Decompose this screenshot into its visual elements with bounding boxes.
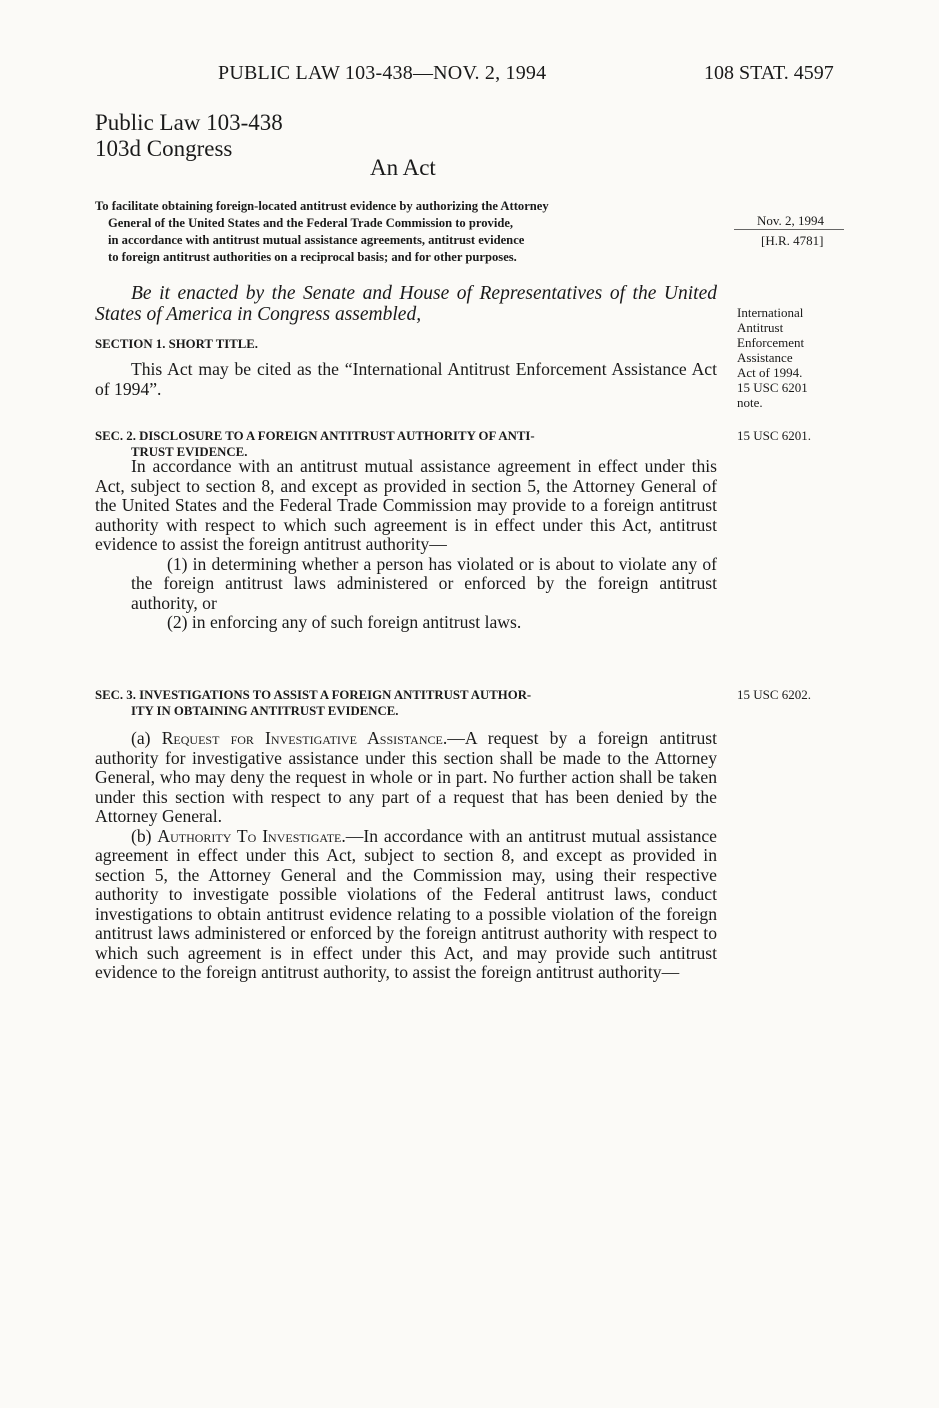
purpose-line: in accordance with antitrust mutual assistance agreements, antitrust evidence xyxy=(108,233,525,247)
act-label: An Act xyxy=(370,155,436,180)
margin-short-title-note xyxy=(737,305,808,410)
section-2-item-1: (1) in determining whether a person has violated or is about to violate any of the foreign antitrust laws administered or enforced by the foreign antitrust authority, or xyxy=(131,553,717,613)
margin-note-line: note. xyxy=(737,395,763,410)
running-head: PUBLIC LAW 103-438—NOV. 2, 1994 xyxy=(218,62,547,84)
margin-sec2-citation: 15 USC 6201. xyxy=(737,428,812,443)
section-2-intro: In accordance with an antitrust mutual assistance agreement in effect under this Act, subject to section 8, and except as provided in section 5, the Attorney General of the United States and the Federal Trade Commission may provide to a foreign antitrust authority with respect to which such agreement is in effect under this Act, antitrust evidence to assist the foreign antitrust authority— xyxy=(95,456,717,554)
section-3-body xyxy=(95,729,717,983)
section-3-heading-line: SEC. 3. INVESTIGATIONS TO ASSIST A FOREIGN ANTITRUST AUTHOR- xyxy=(95,688,532,702)
margin-date: Nov. 2, 1994 xyxy=(757,213,825,228)
section-1-text: This Act may be cited as the “International Antitrust Enforcement Assistance Act of 1994”. xyxy=(95,359,717,399)
margin-divider xyxy=(734,229,844,230)
congress-label: 103d Congress xyxy=(95,136,233,161)
section-3-heading-line: ITY IN OBTAINING ANTITRUST EVIDENCE. xyxy=(131,704,399,718)
enacting-clause xyxy=(95,283,717,325)
subsection-b-label: (b) xyxy=(131,825,152,846)
section-2-heading-line: TRUST EVIDENCE. xyxy=(131,445,248,459)
subsection-b-heading: Authority To Investigate. xyxy=(157,825,346,846)
subsection-b-text: —In accordance with an antitrust mutual assistance agreement in effect under this Act, subject to section 8, and except as provided in section 5, the Attorney General and the Commission may, using their respective authority to investigate possible violations of the Federal antitrust laws, conduct investigations to obtain antitrust evidence relating to a possible violation of the foreign antitrust laws administered or enforced by the foreign antitrust authority with respect to which such agreement is in effect under this Act, and may provide such antitrust evidence to the foreign antitrust authority, to assist the foreign antitrust authority— xyxy=(95,825,717,982)
subsection-a-text: —A request by a foreign antitrust authority for investigative assistance under this section shall be made to the Attorney General, who may deny the request in whole or in part. No further action shall be taken under this section with respect to any part of a request that has been denied by the Attorney General. xyxy=(95,728,717,826)
section-2-heading-line: SEC. 2. DISCLOSURE TO A FOREIGN ANTITRUST AUTHORITY OF ANTI- xyxy=(95,429,535,443)
section-2-body xyxy=(95,457,717,633)
margin-bill-number: [H.R. 4781] xyxy=(761,233,824,248)
subsection-a-heading: Request for Investigative Assistance. xyxy=(161,728,448,748)
subsection-b xyxy=(95,827,717,983)
section-1-body xyxy=(95,360,717,399)
margin-note-line: Assistance xyxy=(737,350,793,365)
purpose-line: General of the United States and the Federal Trade Commission to provide, xyxy=(108,216,514,230)
purpose-line: To facilitate obtaining foreign-located antitrust evidence by authorizing the Attorney xyxy=(95,199,549,213)
margin-note-line: Act of 1994. xyxy=(737,365,803,380)
subsection-a-label: (a) xyxy=(131,728,151,748)
stat-page-number: 108 STAT. 4597 xyxy=(704,62,834,84)
margin-note-line: Enforcement xyxy=(737,335,805,350)
margin-note-line: Antitrust xyxy=(737,320,784,335)
purpose-statement xyxy=(95,198,717,266)
purpose-line: to foreign antitrust authorities on a reciprocal basis; and for other purposes. xyxy=(108,250,517,264)
margin-note-line: International xyxy=(737,305,804,320)
section-3-heading xyxy=(95,687,717,719)
margin-note-line: 15 USC 6201 xyxy=(737,380,808,395)
subsection-a xyxy=(95,729,717,827)
section-1-heading: SECTION 1. SHORT TITLE. xyxy=(95,337,259,351)
enacting-clause-text: Be it enacted by the Senate and House of Representatives of the United States of America in Congress assembled, xyxy=(95,283,717,325)
section-2-item-2: (2) in enforcing any of such foreign antitrust laws. xyxy=(167,612,522,632)
margin-sec3-citation: 15 USC 6202. xyxy=(737,687,812,702)
law-title-block xyxy=(95,110,283,162)
law-number: Public Law 103-438 xyxy=(95,110,283,135)
